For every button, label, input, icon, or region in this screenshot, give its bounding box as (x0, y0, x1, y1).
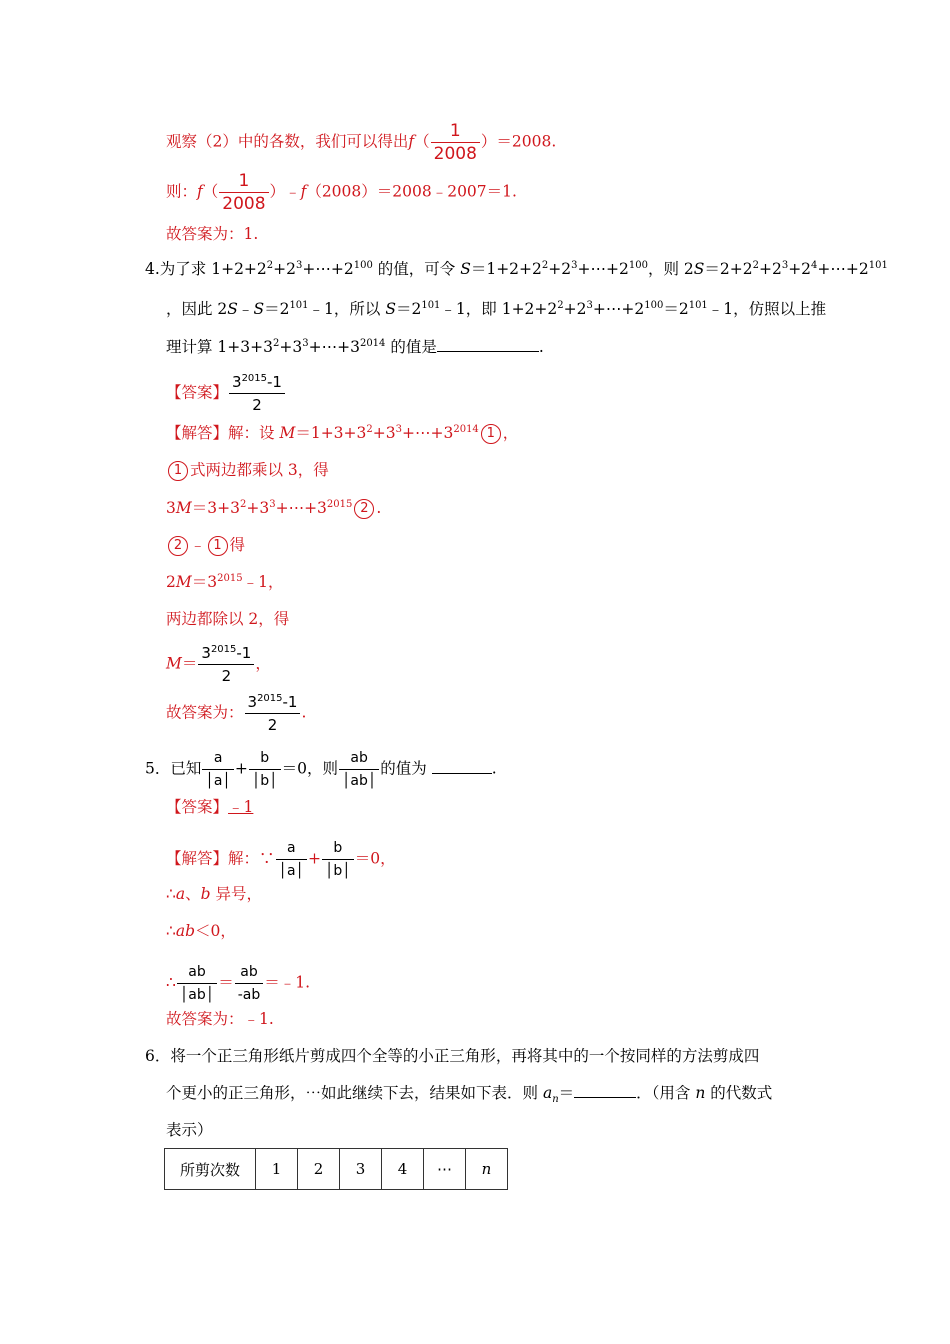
q5-answer (166, 797, 253, 817)
question-number: 6． (145, 1047, 171, 1065)
var: a (542, 1084, 553, 1102)
frac-numerator: ab (235, 962, 264, 984)
frac-numerator: 1 (431, 121, 480, 143)
sup: 3 (395, 424, 402, 435)
frac-denominator: -ab (237, 987, 261, 1003)
q4-answer (166, 372, 286, 415)
text: 理计算 1+3+3 (166, 338, 273, 356)
solution-label: 【解答】 (166, 424, 229, 442)
therefore-icon: ∴ (166, 885, 176, 903)
q6-line-3: 表示） (166, 1121, 213, 1139)
text: ＝0， (354, 849, 396, 868)
text: ﹣1，仿照以上推 (707, 300, 827, 318)
table-cell: n (466, 1149, 508, 1190)
sup: 3 (571, 260, 578, 271)
var: S (253, 300, 265, 318)
text: ＝0，则 (281, 759, 338, 778)
text: ＝ (558, 1084, 575, 1102)
text: ﹣ (237, 300, 254, 318)
base: 3 (247, 693, 258, 711)
var: b (200, 885, 211, 903)
table-row (165, 1149, 508, 1190)
text: . (301, 703, 307, 722)
text: ＝3 (191, 573, 218, 591)
text: ﹣1， (242, 573, 284, 591)
answer-label: 【答案】 (166, 798, 229, 816)
frac-denominator: 2 (267, 716, 278, 734)
question-number: 5． (145, 759, 171, 778)
text: 的值，可令 (372, 260, 461, 278)
b-over-abs-b (322, 838, 354, 881)
q5-solution-4 (166, 962, 310, 1005)
text: 2 (166, 573, 176, 591)
q4-line-1 (145, 259, 888, 279)
base: 3 (232, 373, 242, 391)
q5-solution-2 (166, 884, 262, 904)
q4-solution-4 (166, 535, 245, 556)
then-tail: （2008）＝2008﹣2007＝1. (306, 182, 517, 201)
circled-one-icon: 1 (481, 424, 501, 444)
answer-value: ﹣1 (228, 798, 254, 816)
text: 将一个正三角形纸片剪成四个全等的小正三角形，再将其中的一个按同样的方法剪成四 (170, 1047, 760, 1065)
text: 得 (229, 536, 246, 554)
answer-blank[interactable] (574, 1083, 636, 1098)
answer-blank[interactable] (432, 759, 492, 774)
text: 3 (166, 499, 176, 517)
q4-solution-3 (166, 498, 381, 519)
sup: 3 (269, 499, 276, 510)
text: 、 (185, 885, 201, 903)
text: + (307, 849, 321, 868)
text: ，则 2 (647, 260, 694, 278)
circled-two-icon: 2 (168, 536, 188, 556)
q4-solution-1 (166, 423, 518, 444)
therefore-icon: ∴ (166, 973, 176, 992)
sup: 3 (296, 260, 303, 271)
frac-denominator: 2008 (222, 194, 266, 214)
sup: 2 (273, 338, 280, 349)
fraction-1-over-2008 (219, 171, 268, 214)
text: ﹣1，所以 (308, 300, 386, 318)
cuts-table (164, 1148, 508, 1190)
text: ， (502, 424, 519, 442)
text: +3 (372, 424, 396, 442)
f-symbol: f (197, 182, 203, 201)
b-over-abs-b (249, 748, 281, 791)
f-symbol: f (408, 132, 415, 151)
text: 的代数式 (705, 1084, 773, 1102)
text: +⋯+3 (308, 338, 360, 356)
sup: 2015 (257, 693, 283, 704)
observe-result: ）＝2008. (480, 132, 557, 151)
q4-solution-6: 两边都除以 2，得 (166, 610, 290, 628)
final-fraction (245, 692, 301, 735)
paren: （ (202, 182, 219, 201)
answer-fraction (229, 372, 285, 415)
sup: 2015 (326, 499, 353, 510)
text: +⋯+2 (302, 260, 354, 278)
text: 异号， (210, 885, 263, 903)
q6-line-1 (145, 1046, 759, 1066)
text: ＝2 (395, 300, 422, 318)
text: ＝2 (264, 300, 290, 318)
frac-denominator: │a│ (205, 773, 231, 789)
text: ，因此 2 (166, 300, 228, 318)
frac-numerator: ab (177, 962, 217, 984)
var: M (166, 654, 182, 673)
frac-denominator: │b│ (251, 773, 278, 789)
sup: 100 (353, 260, 373, 271)
then-line (166, 171, 517, 214)
text: +⋯+2 (592, 300, 645, 318)
a-over-abs-a (202, 748, 233, 791)
ab-over-abs-ab (339, 748, 379, 791)
observe-text: 观察（2）中的各数，我们可以得出 (166, 132, 409, 151)
table-cell: 4 (382, 1149, 424, 1190)
frac-denominator: 2 (221, 667, 232, 685)
sup: 2 (239, 499, 247, 510)
then-label: 则： (166, 182, 198, 201)
text: ＝3+3 (191, 499, 240, 517)
a-over-abs-a (276, 838, 307, 881)
answer-blank[interactable] (437, 337, 539, 352)
m-fraction (198, 643, 254, 686)
text: 已知 (170, 759, 202, 778)
text: ＝﹣1. (264, 973, 311, 992)
question-number: 4. (145, 260, 160, 278)
text: +2 (548, 260, 572, 278)
q4-solution-5 (166, 572, 283, 592)
var: M (175, 573, 192, 591)
frac-numerator: b (249, 748, 281, 770)
text: +2 (788, 260, 812, 278)
text: ＝2+2 (704, 260, 753, 278)
frac-denominator: │ab│ (179, 987, 215, 1003)
sup: 3 (586, 300, 593, 311)
text: . (538, 338, 544, 356)
sup: 2014 (359, 338, 386, 349)
ab-over-neg-ab (235, 962, 264, 1005)
text: 解：设 (228, 424, 280, 442)
sup: 2015 (217, 573, 243, 584)
frac-denominator: │a│ (278, 863, 304, 879)
text: -1 (282, 693, 298, 711)
table-cell: ⋯ (424, 1149, 466, 1190)
text: +2 (273, 260, 297, 278)
sup: 100 (628, 260, 648, 271)
fraction-1-over-2008 (431, 121, 480, 164)
frac-numerator: b (322, 838, 354, 860)
text: +3 (246, 499, 270, 517)
answer-label: 【答案】 (166, 383, 229, 402)
text: ﹣1，即 1+2+2 (440, 300, 558, 318)
text: 式两边都乘以 3，得 (190, 461, 329, 479)
text: ＝1+3+3 (295, 424, 367, 442)
q4-final (166, 692, 306, 735)
var: a (175, 885, 186, 903)
answer-line-prev: 故答案为：1. (166, 225, 259, 243)
solution-label: 【解答】 (166, 849, 229, 868)
sup: 4 (811, 260, 818, 271)
frac-numerator: a (276, 838, 307, 860)
sup: 3 (781, 260, 789, 271)
q5-line (145, 748, 497, 791)
sup: 2014 (453, 424, 479, 435)
text: ＝ (181, 654, 198, 673)
sup: 2 (366, 424, 373, 435)
frac-numerator (198, 643, 254, 665)
f-symbol: f (300, 182, 307, 201)
sup: 101 (868, 260, 888, 271)
text: -1 (267, 373, 282, 391)
text: +2 (563, 300, 587, 318)
text: ， (255, 654, 271, 673)
var: M (175, 499, 192, 517)
var: M (279, 424, 296, 442)
sup: 2 (266, 260, 274, 271)
q4-solution-7 (166, 643, 271, 686)
table-cell: 2 (298, 1149, 340, 1190)
frac-numerator: 1 (219, 171, 268, 193)
table-header-cell: 所剪次数 (165, 1149, 256, 1190)
var: S (460, 260, 471, 278)
sup: 2 (752, 260, 759, 271)
circled-one-icon: 1 (168, 461, 188, 481)
text: +⋯+2 (577, 260, 629, 278)
var: n (695, 1084, 706, 1102)
text: ＝ (218, 973, 234, 992)
text: 解：∵ (228, 849, 275, 868)
text: ﹣ (190, 536, 206, 554)
frac-numerator: a (202, 748, 233, 770)
base: 3 (201, 644, 211, 662)
sup: 100 (644, 300, 664, 311)
text: 为了求 1+2+2 (159, 260, 267, 278)
text: +3 (279, 338, 303, 356)
var: ab (175, 922, 196, 940)
var: S (693, 260, 705, 278)
text: ＜0， (195, 922, 236, 940)
q6-line-2 (166, 1083, 772, 1103)
sup: 2015 (241, 373, 268, 384)
q4-line-2 (166, 299, 826, 319)
sup: 101 (688, 300, 708, 311)
frac-denominator: │b│ (324, 863, 351, 879)
sup: 3 (302, 338, 309, 349)
text: +2 (758, 260, 782, 278)
text: ＝1+2+2 (470, 260, 542, 278)
text: -1 (236, 644, 252, 662)
q5-solution-1 (166, 838, 396, 881)
paren: （ (414, 132, 430, 151)
q5-final: 故答案为：﹣1. (166, 1010, 274, 1028)
text: +⋯+3 (275, 499, 327, 517)
text: 个更小的正三角形，⋯如此继续下去，结果如下表．则 (166, 1084, 543, 1102)
text: +⋯+2 (817, 260, 869, 278)
text: 的值是 (385, 338, 437, 356)
var: S (385, 300, 396, 318)
text: ．（用含 (636, 1084, 696, 1102)
frac-numerator: ab (339, 748, 379, 770)
therefore-icon: ∴ (166, 922, 176, 940)
sup: 2 (541, 260, 549, 271)
sup: 2 (557, 300, 564, 311)
var: S (227, 300, 238, 318)
text: +⋯+3 (402, 424, 454, 442)
table-cell: 3 (340, 1149, 382, 1190)
frac-denominator: 2008 (433, 144, 477, 164)
frac-numerator (229, 372, 285, 394)
table-cell: 1 (256, 1149, 298, 1190)
observe-line (166, 121, 556, 164)
sub: n (552, 1094, 559, 1105)
text: ＝2 (663, 300, 689, 318)
q5-solution-3 (166, 921, 236, 941)
circled-one-icon: 1 (208, 536, 228, 556)
text: . (491, 759, 497, 778)
minus: ）﹣ (269, 182, 301, 201)
text: 故答案为： (166, 703, 244, 722)
q4-solution-2 (166, 460, 329, 481)
text: 的值为 (380, 759, 427, 778)
sup: 101 (421, 300, 441, 311)
q4-line-3 (166, 337, 544, 357)
sup: 2015 (210, 644, 237, 655)
sup: 101 (289, 300, 309, 311)
frac-denominator: 2 (252, 396, 262, 414)
text: . (376, 499, 382, 517)
frac-denominator: │ab│ (341, 773, 377, 789)
text: + (234, 759, 248, 778)
frac-numerator (245, 692, 301, 714)
ab-over-abs-ab (177, 962, 217, 1005)
circled-two-icon: 2 (354, 499, 374, 519)
